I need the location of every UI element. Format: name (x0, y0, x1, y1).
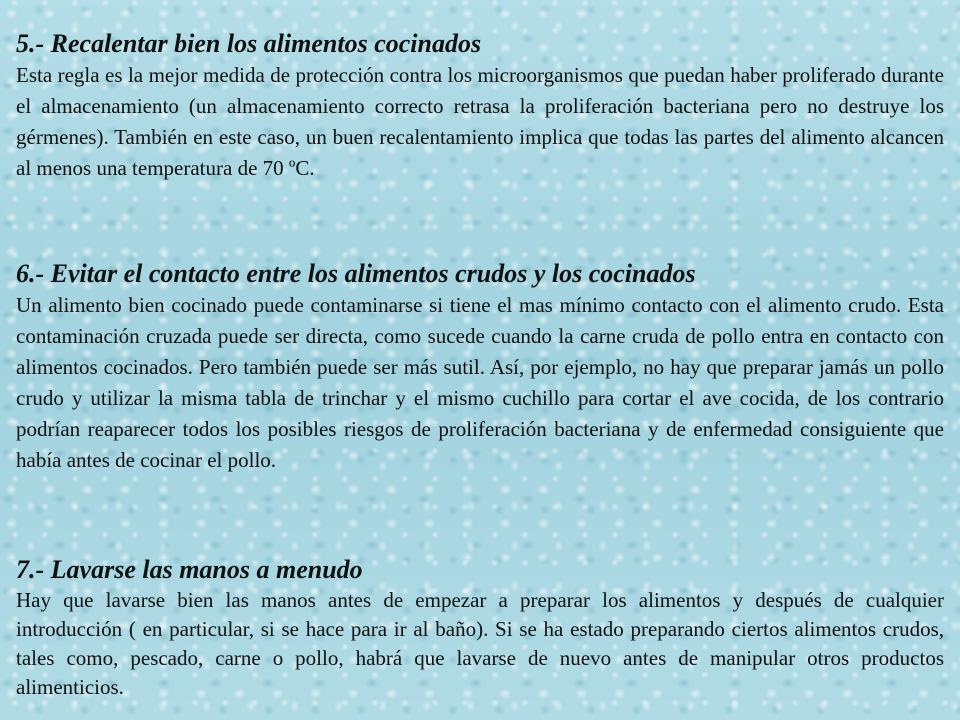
section-rule-6 (16, 258, 944, 476)
rule-5-body: Esta regla es la mejor medida de protección contra los microorganismos que puedan haber proliferado durante el almacenamiento (un almacenamiento correcto retrasa la proliferación bacteriana pero no destruye los gérmenes). También en este caso, un buen recalentamiento implica que todas las partes del alimento alcancen al menos una temperatura de 70 ºC. (16, 63, 944, 180)
rule-5-heading: 5.- Recalentar bien los alimentos cocinados (16, 29, 482, 58)
section-rule-7 (16, 554, 944, 702)
rule-7-heading: 7.- Lavarse las manos a menudo (16, 555, 363, 584)
section-rule-5 (16, 28, 944, 184)
rule-6-body: Un alimento bien cocinado puede contaminarse si tiene el mas mínimo contacto con el alimento crudo. Esta contaminación cruzada puede ser directa, como sucede cuando la carne cruda de pollo entra en contacto con alimentos cocinados. Pero también puede ser más sutil. Así, por ejemplo, no hay que preparar jamás un pollo crudo y utilizar la misma tabla de trinchar y el mismo cuchillo para cortar el ave cocida, de los contrario podrían reaparecer todos los posibles riesgos de proliferación bacteriana y de enfermedad consiguiente que había antes de cocinar el pollo. (16, 293, 944, 472)
rule-6-heading: 6.- Evitar el contacto entre los alimentos crudos y los cocinados (16, 259, 696, 288)
rule-7-body: Hay que lavarse bien las manos antes de empezar a preparar los alimentos y después de cualquier introducción ( en particular, si se hace para ir al baño). Si se ha estado preparando ciertos alimentos crudos, tales como, pescado, carne o pollo, habrá que lavarse de nuevo antes de manipular otros productos alimenticios. (16, 588, 944, 699)
